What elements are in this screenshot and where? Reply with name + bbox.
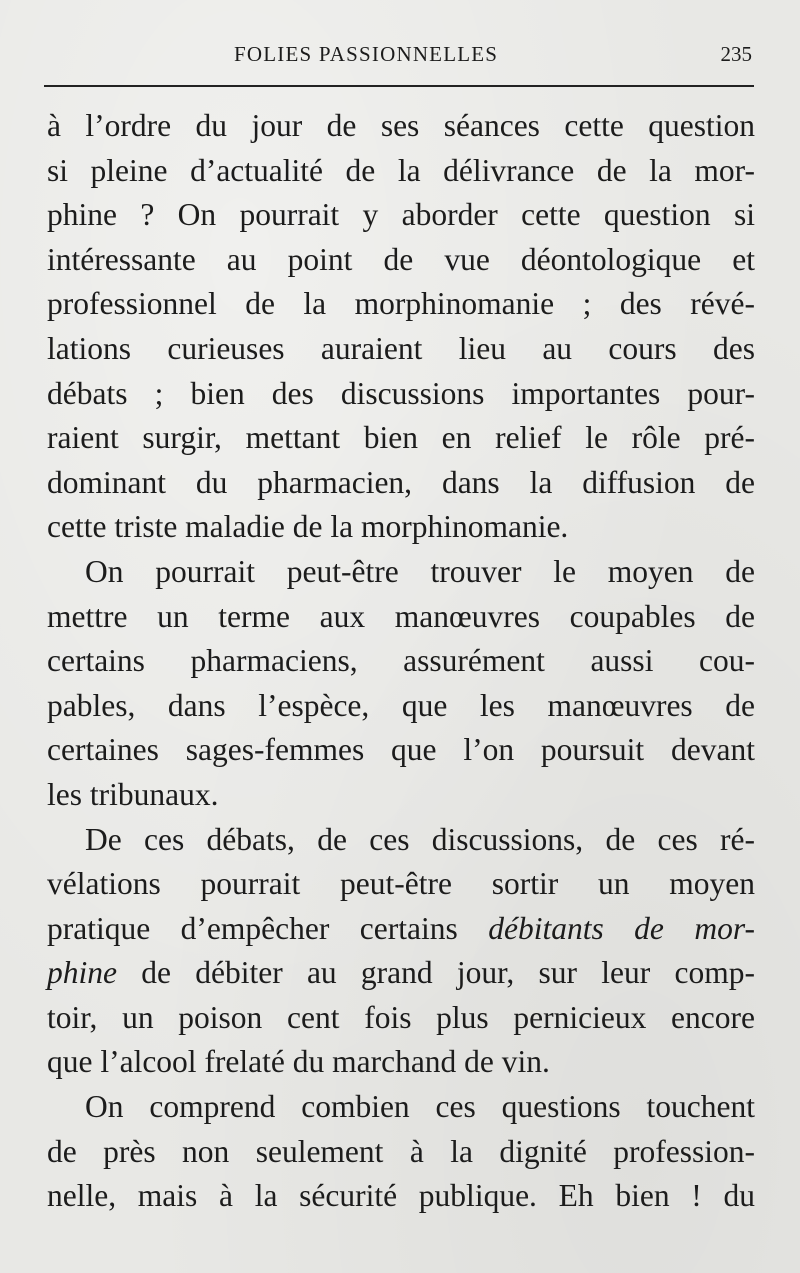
text-line (47, 907, 755, 952)
text-line: professionnel de la morphinomanie ; des révé- (47, 286, 755, 322)
text-line: à l’ordre du jour de ses séances cette question (47, 108, 755, 143)
text-line: toir, un poison cent fois plus pernicieux encore (47, 999, 755, 1035)
text-line: pables, dans l’espèce, que les manœuvres de (47, 687, 755, 723)
page-number: 235 (720, 42, 752, 66)
text-line: que l’alcool frelaté du marchand de vin. (47, 1044, 550, 1080)
paragraph (47, 550, 755, 818)
italic-text: débitants de mor- (488, 910, 755, 946)
text-line (47, 951, 755, 996)
text-line: de près non seulement à la dignité profession- (47, 1133, 755, 1169)
paragraph (47, 818, 755, 1086)
text-line: certains pharmaciens, assurément aussi cou- (47, 643, 755, 679)
text-line: mettre un terme aux manœuvres coupables de (47, 598, 755, 634)
header-rule (44, 85, 754, 87)
text-segment: de débiter au grand jour, sur leur comp- (116, 955, 755, 991)
text-segment: pratique d’empêcher certains (47, 910, 489, 946)
running-title: FOLIES PASSIONNELLES (234, 42, 499, 66)
text-line: lations curieuses auraient lieu au cours des (47, 330, 755, 366)
text-line: dominant du pharmacien, dans la diffusion de (47, 464, 755, 500)
text-line: On comprend combien ces questions touchent (85, 1089, 755, 1125)
text-line: les tribunaux. (47, 776, 219, 812)
text-line: débats ; bien des discussions importantes pour- (47, 375, 755, 411)
text-line: vélations pourrait peut-être sortir un moyen (47, 866, 755, 902)
body-text (47, 104, 755, 1219)
text-line: certaines sages-femmes que l’on poursuit devant (47, 732, 755, 768)
page-header (48, 38, 754, 78)
text-line: On pourrait peut-être trouver le moyen de (85, 553, 755, 589)
text-line: intéressante au point de vue déontologique et (47, 241, 755, 277)
paragraph (47, 1085, 755, 1219)
text-line: phine ? On pourrait y aborder cette question si (47, 197, 755, 233)
paragraph (47, 104, 755, 550)
text-line: nelle, mais à la sécurité publique. Eh bien ! du (47, 1178, 755, 1214)
text-line: De ces débats, de ces discussions, de ces ré- (85, 821, 755, 857)
text-line: si pleine d’actualité de la délivrance de la mor- (47, 152, 755, 188)
text-line: raient surgir, mettant bien en relief le rôle pré- (47, 420, 755, 456)
text-line: cette triste maladie de la morphinomanie. (47, 509, 569, 545)
italic-text: phine (47, 955, 117, 991)
